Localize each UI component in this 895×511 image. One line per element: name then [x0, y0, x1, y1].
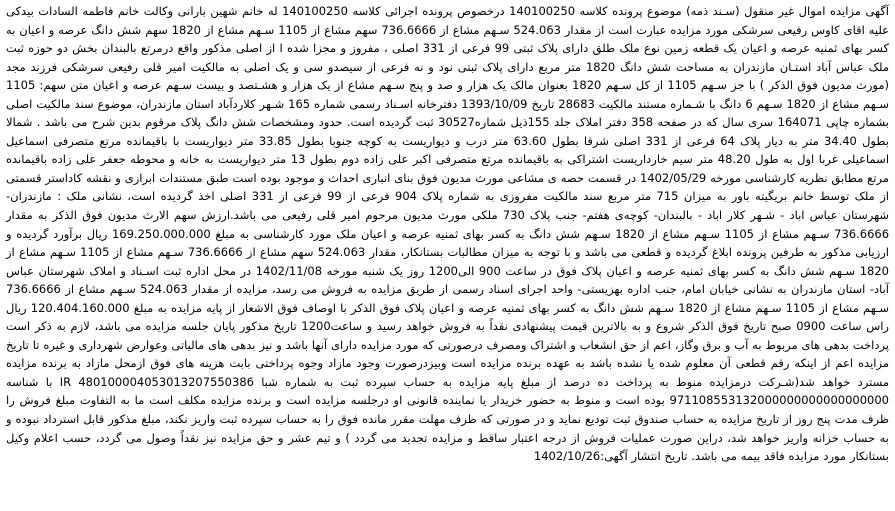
notice-body-text: آگهی مزایده اموال غیر منقول (سـند ذمه) موضوع پرونده کلاسه 140100250 درخصوص پرونده اجرائی کلاسه 140100250 له خانم شهین بارانی وکالت خانم فاطمه السادات بیدکی علیه اقای کاوس رفیعی سرشکی مورد مزایده عبارت است از مقدار 524.063 سـهم مشاع از 736.6666 سهم مشاع از 1105 سـهم مشاع از 1820 سهم شش دانگ عرصه و اعیان به کسر بهای ثمنیه عرصه و اعیان یک قطعه زمین نوع ملک طلق دارای پلاک ثبتی 99 فرعی از 331 اصلی ، مفروز و مجزا شده ا از اصلی مذکور واقع درمرتع بالبندان بخش دو حوزه ثبت ملک عباس آباد استـان مازندران به مساحت شش دانگ 1820 متر مربع دارای پلاک ثبتی نود و نه فرعی از سیصدو سی و یک اصلی به مالکیت امیر قلی رفیعی سرشکی فرزند مجد (مورث مدیون فوق الذکر ) با جز سـهم 1105 از کل سـهم 1820 بعنوان مالک یک هزار و صد و پنج سـهم مشاع از یک هزار و هشـتصد و بیست سـهم عرصه و اعیان متن سهم: 1105 سـهم مشاع از 1820 سـهم 6 دانگ با شـماره مستند مالکیت 28683 تاریخ 1393/10/09 دفترخانه اسـناد رسمی شماره 165 شـهر کلاردآباد استان مازندران، موضوع سند مالکیت اصلی بشماره چاپی 164071 سری سال که در صفحه 358 دفتر املاک جلد 155ذیل شماره30527 ثبت گردیده است. حدود ومشخصات شش دانگ پلاک مرقوم بدین شرح می باشد . شمالا بطول 34.40 متر به دیار پلاک 64 فرعی از 331 اصلی شرقا بطول 63.60 متر درب و دیواریست به کوچه جنوبا بطول 33.85 متر دیواریست با باقیمانده مرتع متصرفی اسماعیل اسماعیلی غربا اول به طول 48.20 متر سیم خارداریست اشتراکی به باقیمانده مرتع متصرفی اکبر علی زاده دوم بطول 13 متر دیواریست به خانه و محوطه جعفر علی زاده باقیمانده مرتع مطابق نظریه کارشناسی مورخه 1402/05/29 در قسمت حصه ی مشاعی مورث مدیون فوق بنای انباری احداث و موجود بوده است طبق مستندات ابرازی و نقشه کاداستر قسمتی از ملک توسط خانم بریگیته باور به میزان 715 متر مربع سند مالکیت مفروزی به شماره پلاک 904 فرعی از 99 فرعی از 331 اصلی اخذ گردیده است، نشانی ملک : مازندران- شهرستان عباس اباد - شـهر کلار اباد - بالبندان- کوچه‌ی هفتم- جنب پلاک 730 ملکی مورث مدیون مرحوم امیر قلی رفیعی می باشد.ارزش سهم الارث مدیون فوق الذکر به مقدار 736.6666 سـهم مشاع از 1105 سـهم مشاع از 1820 سـهم شش دانگ به کسر بهای ثمنیه عرصه و اعیان ملک مورد کارشناسی به مبلغ 169.250.000.000 ریال برآورد گردیده و ارزیابی مذکور به طرفین پرونده ابلاغ گردیده و قطعی می باشد و با توجه به میزان مطالبات بستانکار، مقدار 524.063 سهم مشاع از 736.6666 سـهم مشاع از 1105 سـهم مشاع از 1820 سـهم شش دانگ به کسر بهای ثمنیه عرصه و اعیان پلاک فوق در ساعت 900 الی1200 روز یک شنبه مورخه 1402/11/08 در محل اداره ثبت اسـناد و املاک شهرستان عباس آباد- استان مازندران به نشانی خیابان امام، جنب اداره بهزیستی- واحد اجرای اسناد رسمی از طریق مزایده به فروش می رسد، مزایده از مقدار 524.063 سـهم مشاع از 736.6666 سـهم مشاع از 1105 سـهم مشاع از 1820 سـهم شش دانگ به کسر بهای ثمنیه عرصه و اعیان پلاک فوق الذکر با اوصاف فوق الاشعار از پایه مزایده به مبلغ 120.404.160.000 ریال راس ساعت 0900 صبح تاریخ فوق الذکر شروع و به بالاترین قیمت پیشنهادی نقداً به فروش خواهد رسید و ساعت1200 تاریخ مذکور پایان جلسه مزایده می باشد، لازم به ذکر است پرداخت بدهی های مربوط به آب و برق وگاز، اعم از حق انشعاب و اشتراک ومصرف درصورتی که مورد مزایده دارای آنها باشد و نیز بدهی های مالیاتی وعوارض شهرداری و غیره تا تاریخ مزایده اعم از اینکه رقم قطعی آن معلوم شده یا نشده باشد به عهده برنده مزایده است وبیزدرصورت وجود مازاد وجوه پرداختی بابت هزینه های فوق ازمحل مازاد به برنده مزایده مسترد خواهد شد(شـرکت درمزایده منوط به پرداخت ده درصد از مبلغ پایه مزایده به حساب سپرده ثبت به شماره شبا IR 480100004053013207550386 با شناسه 971108553132000000000000000000 بوده است و منوط به حضور خریدار یا نماینده قانونی او درجلسه مزایده است و برنده مزایده مکلف است ما به التفاوت مبلغ فروش را ظرف مدت پنج روز از تاریخ مزایده به حساب صندوق ثبت تودیع نماید و در صورتی که ظرف مهلت مقرر مانده فوق را به حساب سپرده ثبت واریز نکند، مبلغ مذکور قابل استرداد نبوده و به حساب خزانه واریز خواهد شد، دراین صورت عملیات فروش از درجه اعتبار ساقط و مزایده تجدید می گردد ) و تیم عشر و حق مزایده نیز نقداً وصول می گردد، حسب اعلام وکیل بستانکار مورد مزایده فاقد بیمه می باشد. تاریخ انتشار آگهی:1402/10/26 [6, 4, 890, 464]
